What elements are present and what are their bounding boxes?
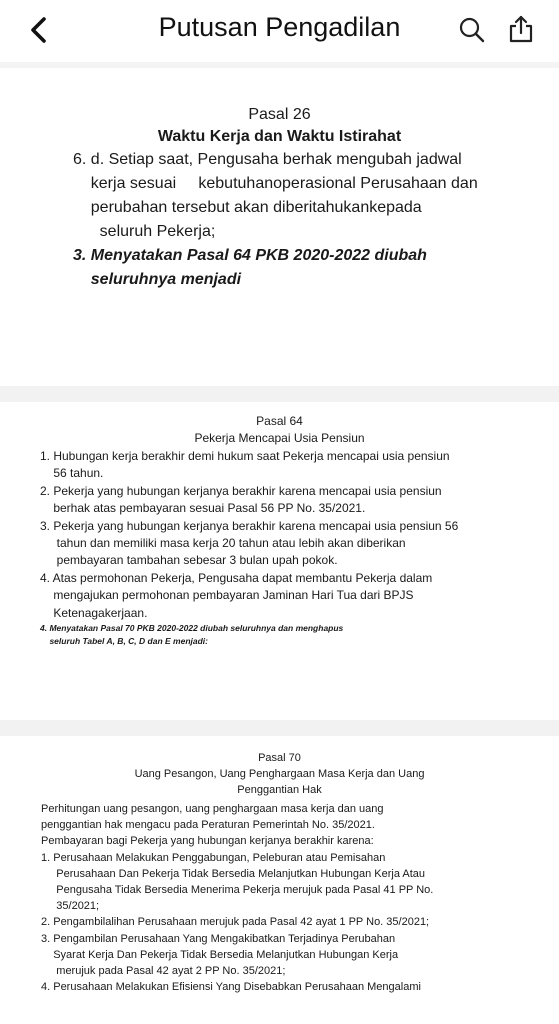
body-line: Perhitungan uang pesangon, uang penghargaan masa kerja dan uang (41, 803, 384, 815)
body-line: Syarat Kerja Dan Pekerja Tidak Bersedia Melanjutkan Hubungan Kerja (41, 948, 399, 961)
search-icon (458, 16, 486, 44)
pasal-number: Pasal 64 (256, 414, 303, 428)
body-line: seluruh Pekerja; (73, 223, 216, 240)
amendment-line: 3. Menyatakan Pasal 64 PKB 2020-2022 diubah (73, 247, 427, 264)
top-app-bar (0, 0, 559, 62)
body-line: berhak atas pembayaran sesuai Pasal 56 PP No. 35/2021. (40, 501, 366, 516)
body-line: 35/2021; (41, 900, 100, 913)
page-divider (0, 720, 559, 736)
body-line: Pengusaha Tidak Bersedia Menerima Pekerja merujuk pada Pasal 41 PP No. (41, 884, 434, 897)
share-button[interactable] (500, 8, 542, 50)
body-line: 6. d. Setiap saat, Pengusaha berhak mengubah jadwal (73, 151, 462, 168)
pasal-body (73, 148, 478, 292)
pasal-body (40, 448, 458, 648)
pasal-number: Pasal 70 (258, 752, 301, 764)
body-line: penggantian hak mengacu pada Peraturan Pemerintah No. 35/2021. (41, 819, 375, 832)
chevron-left-icon (27, 16, 49, 44)
amendment-line: 4. Menyatakan Pasal 70 PKB 2020-2022 diubah seluruhnya dan menghapus (40, 623, 344, 634)
amendment-line: seluruhnya menjadi (73, 271, 242, 288)
body-line: tahun dan memiliki masa kerja 20 tahun atau lebih akan diberikan (40, 536, 406, 551)
body-line: mengajukan permohonan pembayaran Jaminan Hari Tua dari BPJS (40, 588, 414, 603)
body-line: 2. Pekerja yang hubungan kerjanya berakhir karena mencapai usia pensiun (40, 483, 442, 498)
share-icon (507, 14, 535, 44)
body-line: merujuk pada Pasal 42 ayat 2 PP No. 35/2021; (41, 965, 286, 978)
body-line: perubahan tersebut akan diberitahukankepada (73, 199, 422, 216)
body-line: 4. Perusahaan Melakukan Efisiensi Yang Disebabkan Perusahaan Mengalami (41, 981, 421, 994)
body-line: kerja sesuai kebutuhanoperasional Perusahaan dan (73, 175, 478, 192)
body-line: 3. Pengambilan Perusahaan Yang Mengakibatkan Terjadinya Perubahan (41, 932, 396, 945)
pasal-body (41, 801, 433, 995)
body-line: Perusahaan Dan Pekerja Tidak Bersedia Melanjutkan Hubungan Kerja Atau (41, 867, 426, 880)
body-line: 1. Perusahaan Melakukan Penggabungan, Peleburan atau Pemisahan (41, 851, 386, 864)
body-line: 4. Atas permohonan Pekerja, Pengusaha dapat membantu Pekerja dalam (40, 570, 433, 585)
pasal-heading: Uang Pesangon, Uang Penghargaan Masa Kerja dan Uang (134, 768, 425, 780)
document-page-3 (0, 736, 559, 1024)
body-line: 1. Hubungan kerja berakhir demi hukum saat Pekerja mencapai usia pensiun (40, 449, 450, 463)
body-line: 56 tahun. (40, 466, 104, 481)
body-line: pembayaran tambahan sebesar 3 bulan upah pokok. (40, 553, 338, 568)
search-button[interactable] (452, 10, 492, 50)
body-line: 2. Pengambilalihan Perusahaan merujuk pada Pasal 42 ayat 1 PP No. 35/2021; (41, 916, 430, 929)
pasal-heading: Waktu Kerja dan Waktu Istirahat (157, 128, 402, 145)
body-line: Pembayaran bagi Pekerja yang hubungan kerjanya berakhir karena: (41, 835, 374, 848)
body-line: Ketenagakerjaan. (40, 605, 148, 620)
document-page-2 (0, 402, 559, 720)
document-page-1 (0, 68, 559, 386)
body-line: 3. Pekerja yang hubungan kerjanya berakhir karena mencapai usia pensiun 56 (40, 518, 459, 533)
pasal-heading-continued: Penggantian Hak (237, 784, 322, 796)
page-divider (0, 386, 559, 402)
page-title: Putusan Pengadilan (158, 12, 401, 42)
back-button[interactable] (18, 10, 58, 50)
pasal-number: Pasal 26 (248, 106, 311, 123)
pasal-heading: Pekerja Mencapai Usia Pensiun (194, 431, 365, 445)
amendment-line: seluruh Tabel A, B, C, D dan E menjadi: (40, 636, 208, 647)
